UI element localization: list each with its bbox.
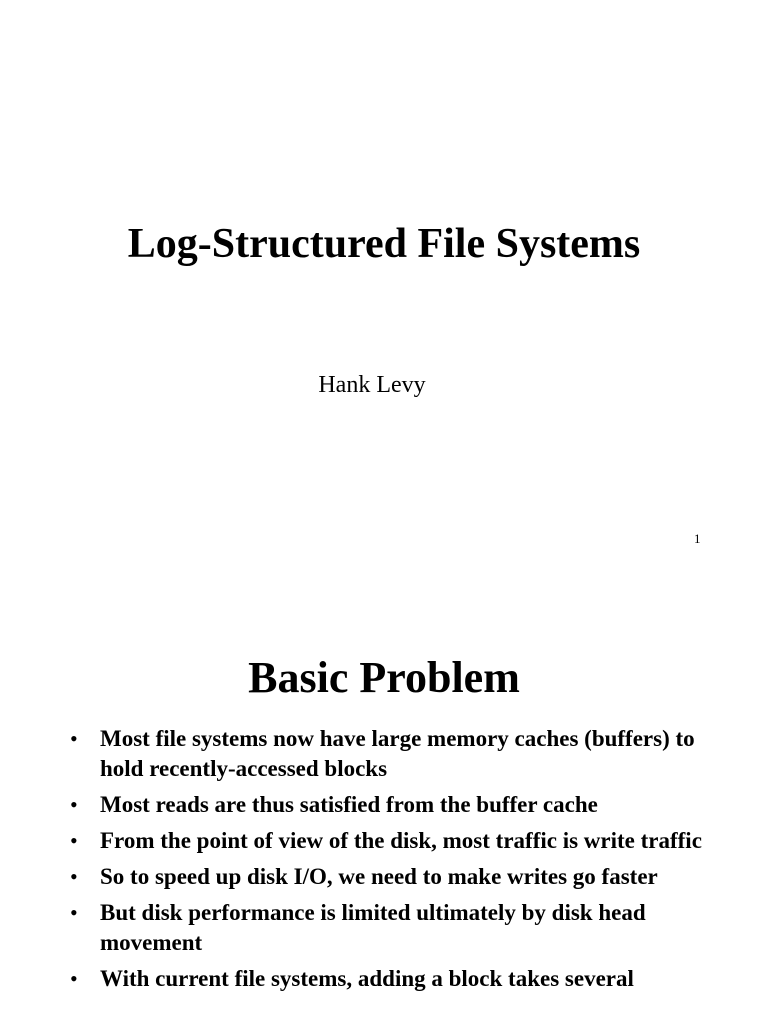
bullet-text: So to speed up disk I/O, we need to make writes go faster: [100, 864, 658, 889]
bullet-icon: •: [70, 726, 78, 751]
bullet-text: With current file systems, adding a block takes several: [100, 966, 634, 991]
bullet-icon: •: [70, 792, 78, 817]
bullet-icon: •: [70, 828, 78, 853]
bullet-icon: •: [70, 966, 78, 991]
slide-title: Log-Structured File Systems: [127, 221, 641, 267]
bullet-text: But disk performance is limited ultimately by disk head movement: [100, 900, 646, 955]
bullet-list: [0, 724, 768, 1000]
slide-2: [0, 600, 768, 1024]
bullet-text: Most reads are thus satisfied from the buffer cache: [100, 792, 598, 817]
bullet-item: [0, 790, 768, 820]
author-name: Hank Levy: [318, 372, 426, 398]
bullet-icon: •: [70, 864, 78, 889]
page-number: 1: [694, 531, 701, 546]
bullet-item: [0, 964, 768, 994]
slide-title: Basic Problem: [248, 653, 520, 702]
bullet-item: [0, 826, 768, 856]
bullet-text: From the point of view of the disk, most traffic is write traffic: [100, 828, 702, 853]
bullet-item: [0, 898, 768, 958]
bullet-text: Most file systems now have large memory caches (buffers) to hold recently-accessed blocks: [100, 726, 695, 781]
bullet-item: [0, 724, 768, 784]
bullet-icon: •: [70, 900, 78, 925]
bullet-item: [0, 862, 768, 892]
